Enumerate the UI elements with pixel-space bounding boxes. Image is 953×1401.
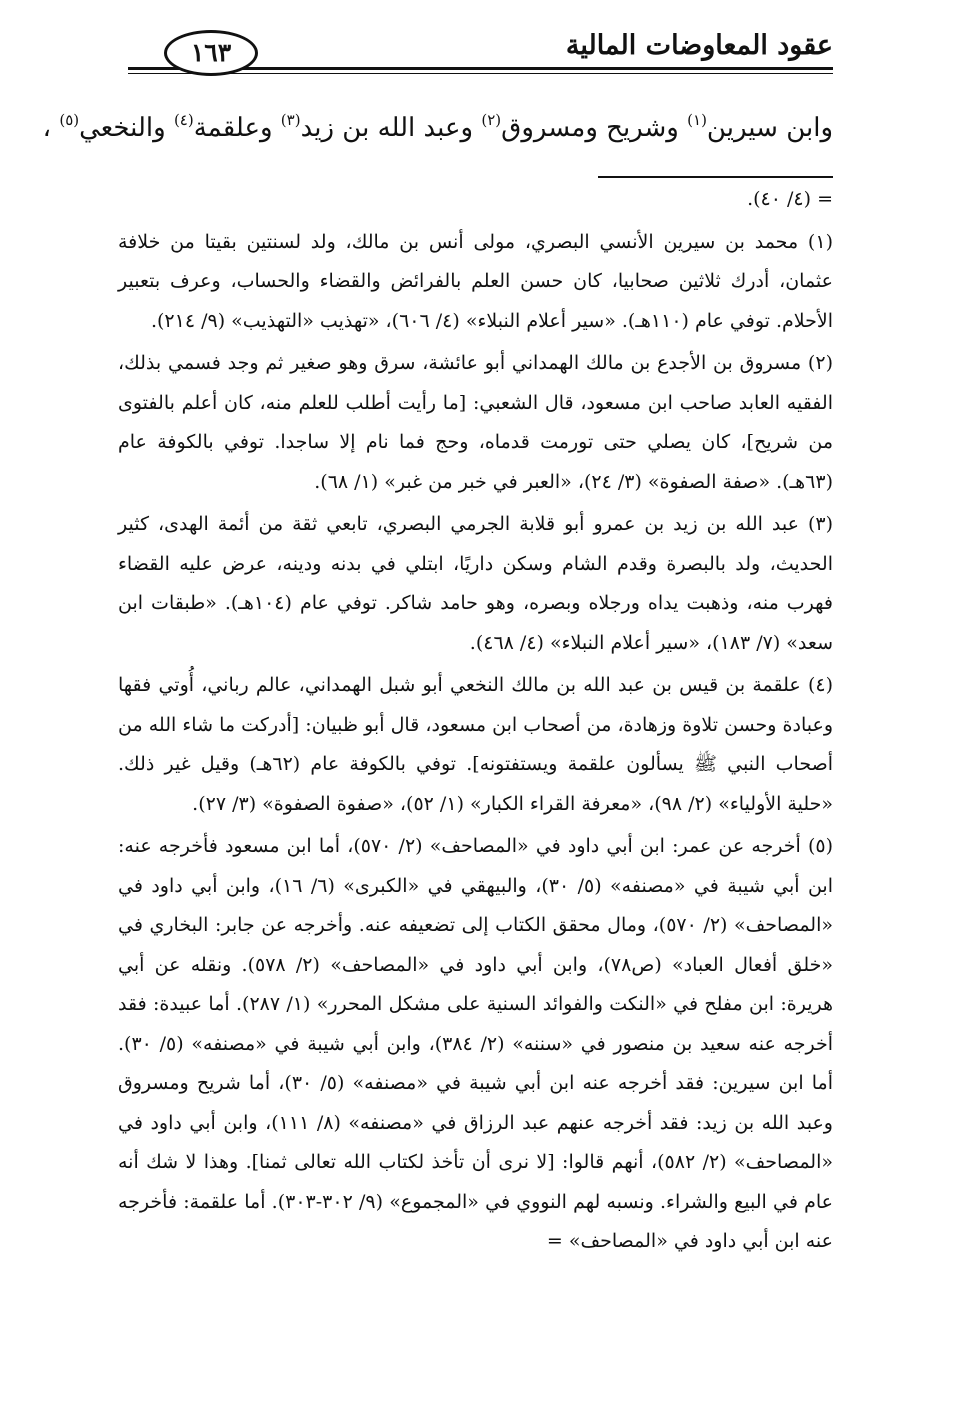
main-segment: وعبد الله بن زيد <box>300 113 482 143</box>
footnote-4: (٤) علقمة بن قيس بن عبد الله بن مالك النخعي أبو شبل الهمداني، عالم رباني، أُوتي فقها وعبادة وحسن تلاوة وزهادة، من أصحاب ابن مسعود، قال أبو ظبيان: [أدركت ما شاء الله من أصحاب النبي ﷺ يسألون علقمة ويستفتونه]. توفي بالكوفة عام (٦٢هـ) وقيل غير ذلك. «حلية الأولياء» (٢/ ٩٨)، «معرفة القراء الكبار» (١/ ٥٢)، «صفوة الصفوة» (٣/ ٢٧). <box>118 674 834 815</box>
running-title: عقود المعاوضات المالية <box>565 30 833 61</box>
page-header <box>128 20 833 80</box>
footnote-1: (١) محمد بن سيرين الأنسي البصري، مولى أنس بن مالك، ولد لسنتين بقيتا من خلافة عثمان، أدرك ثلاثين صحابيا، كان حسن العلم بالفرائض والقضاء والحساب، وعرف بتعبير الأحلام. توفي عام (١١٠هـ). «سير أعلام النبلاء» (٤/ ٦٠٦)، «تهذيب «التهذيب» (٩/ ٢١٤). <box>118 230 833 332</box>
footnote-ref: (٣) <box>280 111 301 129</box>
footnote-ref: (٤) <box>173 111 194 129</box>
page-number: ١٦٣ <box>164 30 258 76</box>
footnote-ref: (٥) <box>59 111 80 129</box>
footnote-continuation: = (٤/ ٤٠). <box>747 188 833 210</box>
main-trailing: ، <box>42 113 52 143</box>
main-segment: وشريح ومسروق <box>501 113 688 143</box>
footnote-separator <box>598 176 833 178</box>
main-segment: وابن سيرين <box>706 113 833 143</box>
footnote-3: (٣) عبد الله بن زيد بن عمرو أبو قلابة الجرمي البصري، تابعي ثقة من أئمة الهدى، كثير الحديث، ولد بالبصرة وقدم الشام وسكن داريًا، ابتلي في بدنه ودينه، عرض عليه القضاء فهرب منه، وذهبت يداه ورجلاه وبصره، وهو حامد شاكر. توفي عام (١٠٤هـ). «طبقات ابن سعد» (٧/ ١٨٣)، «سير أعلام النبلاء» (٤/ ٤٦٨). <box>118 513 833 654</box>
header-rule-thin <box>128 73 833 74</box>
footnote-ref: (١) <box>687 111 707 129</box>
footnote-5: (٥) أخرجه عن عمر: ابن أبي داود في «المصاحف» (٢/ ٥٧٠)، أما ابن مسعود فأخرجه عنه: ابن أبي شيبة في «مصنفه» (٥/ ٣٠)، والبيهقي في «الكبرى» (٦/ ١٦)، وابن أبي داود في «المصاحف» (٢/ ٥٧٠)، ومال محقق الكتاب إلى تضعيفه عنه. وأخرجه عن جابر: البخاري في «خلق أفعال العباد» (ص٧٨)، وابن أبي داود في «المصاحف» (٢/ ٥٧٨). ونقله عن أبي هريرة: ابن مفلح في «النكت والفوائد السنية على مشكل المحرر» (١/ ٢٨٧). أما عبيدة: فقد أخرجه عنه سعيد بن منصور في «سننه» (٢/ ٣٨٤)، وابن أبي شيبة في «مصنفه» (٥/ ٣٠). أما ابن سيرين: فقد أخرجه عنه ابن أبي شيبة في «مصنفه» (٥/ ٣٠)، أما شريح ومسروق وعبد الله بن زيد: فقد أخرجه عنهم عبد الرزاق في «مصنفه» (٨/ ١١١)، وابن أبي داود في «المصاحف» (٢/ ٥٨٢)، أنهم قالوا: [لا نرى أن تأخذ لكتاب الله تعالى ثمنا]. وهذا لا شك أنه عام في البيع والشراء. ونسبه لهم النووي في «المجموع» (٩/ ٣٠٢-٣٠٣). أما علقمة: فأخرجه عنه ابن أبي داود في «المصاحف» = <box>118 835 833 1252</box>
main-segment: والنخعي <box>79 113 174 143</box>
main-text-line <box>42 100 833 156</box>
main-segment: وعلقمة <box>193 113 281 143</box>
footnote-2: (٢) مسروق بن الأجدع بن مالك الهمداني أبو عائشة، سرق وهو صغير ثم وجد فسمي بذلك، الفقيه العابد صاحب ابن مسعود، قال الشعبي: [ما رأيت أطلب للعلم منه، كان أعلم بالفتوى من شريح]، كان يصلي حتى تورمت قدماه، وحج فما نام إلا ساجدا. توفي بالكوفة عام (٦٣هـ). «صفة الصفوة» (٣/ ٢٤)، «العبر في خبر من غبر» (١/ ٦٨). <box>118 352 833 493</box>
footnotes <box>118 180 833 1262</box>
footnote-ref: (٢) <box>481 111 502 129</box>
